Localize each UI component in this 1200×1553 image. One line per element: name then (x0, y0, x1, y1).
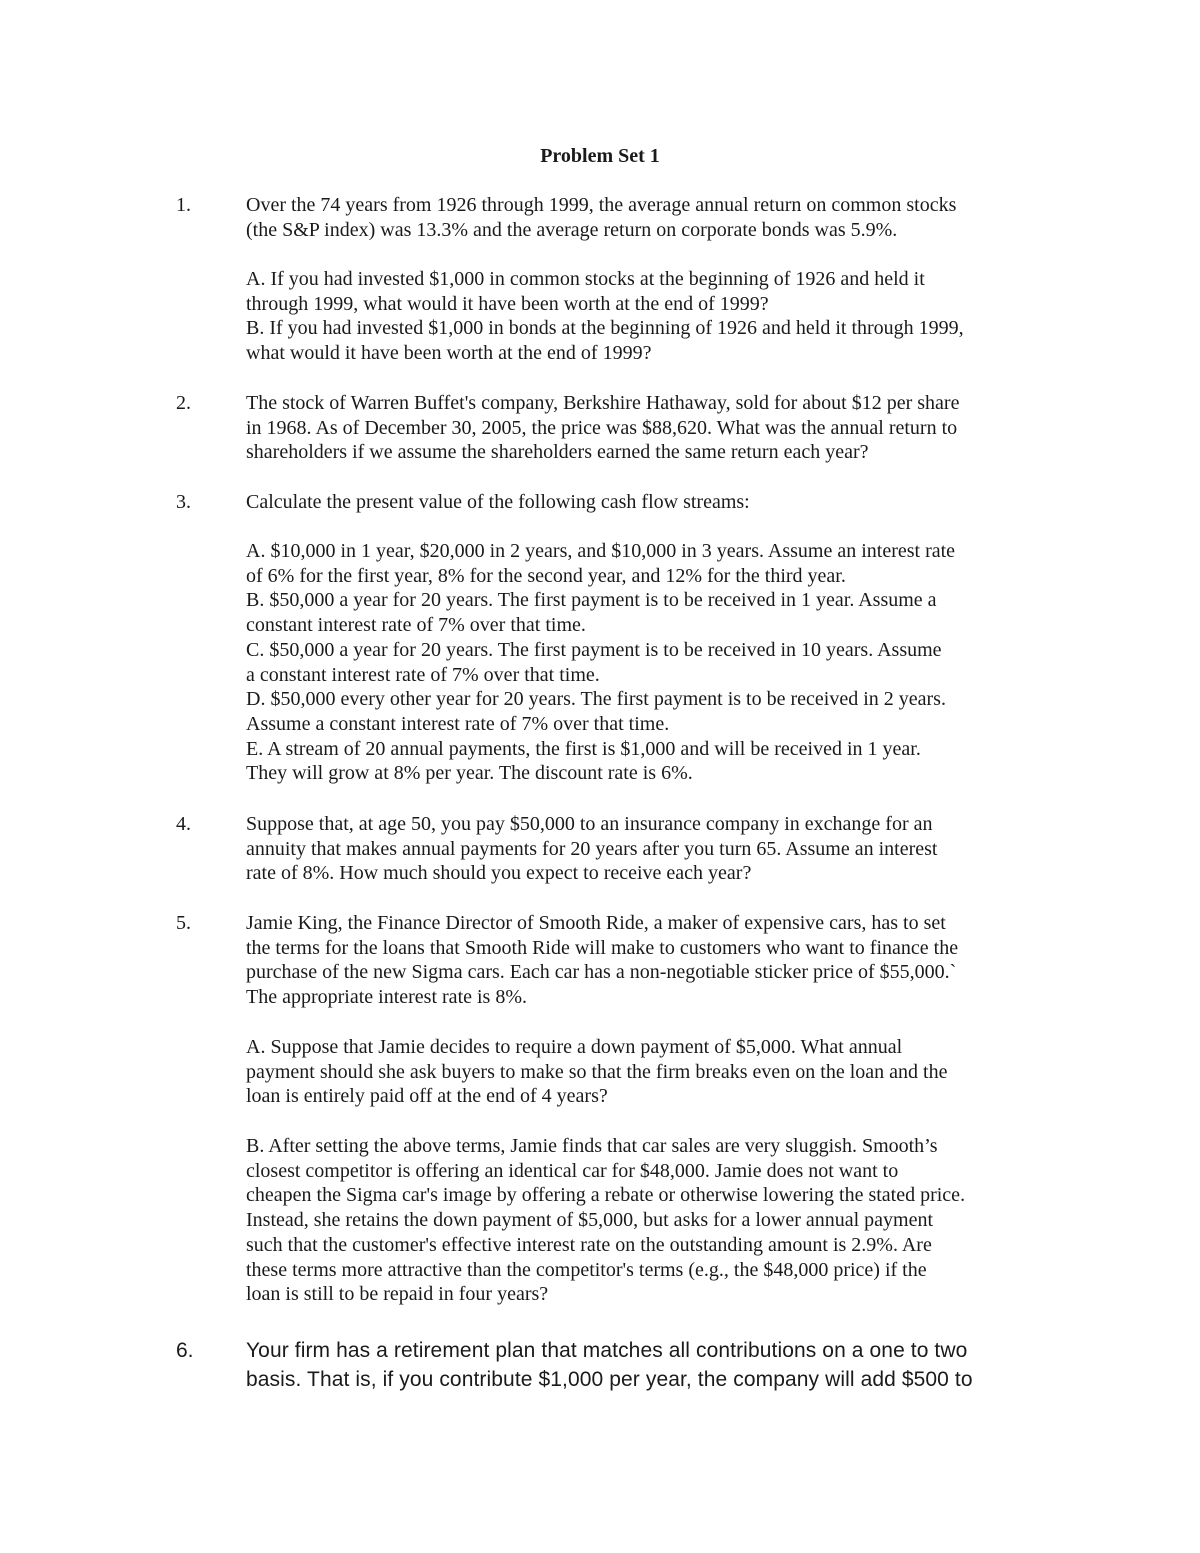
text-line: the terms for the loans that Smooth Ride will make to customers who want to finance the (246, 936, 959, 959)
text-line: A. $10,000 in 1 year, $20,000 in 2 years, and $10,000 in 3 years. Assume an interest rate (246, 540, 956, 562)
problem-number-4: 4. (176, 813, 191, 835)
text-line: a constant interest rate of 7% over that time. (246, 663, 600, 686)
problem-number-1: 1. (176, 194, 191, 216)
problem-6-text (246, 1336, 1046, 1394)
text-line: B. $50,000 a year for 20 years. The first payment is to be received in 1 year. Assume a (246, 589, 937, 612)
problem-4-text (246, 812, 1046, 886)
problem-3-text (246, 490, 1046, 515)
text-line: Over the 74 years from 1926 through 1999, the average annual return on common stocks (246, 194, 957, 216)
text-line: The appropriate interest rate is 8%. (246, 986, 527, 1009)
text-line: Jamie King, the Finance Director of Smooth Ride, a maker of expensive cars, has to set (246, 912, 946, 934)
text-line: loan is still to be repaid in four years? (246, 1283, 549, 1306)
problem-5-text (246, 911, 1046, 1010)
text-line: A. If you had invested $1,000 in common stocks at the beginning of 1926 and held it (246, 268, 925, 290)
text-line: B. If you had invested $1,000 in bonds at the beginning of 1926 and held it through 1999, (246, 317, 964, 340)
text-line: rate of 8%. How much should you expect to receive each year? (246, 862, 752, 885)
text-line: of 6% for the first year, 8% for the second year, and 12% for the third year. (246, 564, 846, 587)
problem-1-text (246, 193, 1046, 242)
problem-2-text (246, 391, 1046, 465)
text-line: They will grow at 8% per year. The discount rate is 6%. (246, 762, 693, 785)
text-line: loan is entirely paid off at the end of 4 years? (246, 1085, 608, 1108)
problem-number-6: 6. (176, 1339, 194, 1362)
problem-3-parts (246, 539, 1046, 786)
text-line: what would it have been worth at the end of 1999? (246, 342, 652, 365)
text-line: cheapen the Sigma car's image by offering a rebate or otherwise lowering the stated price. (246, 1184, 966, 1207)
text-line: payment should she ask buyers to make so that the firm breaks even on the loan and the (246, 1060, 948, 1083)
text-line: Assume a constant interest rate of 7% over that time. (246, 712, 670, 735)
text-line: purchase of the new Sigma cars. Each car has a non-negotiable sticker price of $55,000.` (246, 961, 957, 984)
text-line: D. $50,000 every other year for 20 years. The first payment is to be received in 2 years. (246, 688, 946, 711)
text-line: C. $50,000 a year for 20 years. The first payment is to be received in 10 years. Assume (246, 638, 942, 661)
text-line: basis. That is, if you contribute $1,000 per year, the company will add $500 to (246, 1368, 973, 1391)
text-line: E. A stream of 20 annual payments, the first is $1,000 and will be received in 1 year. (246, 737, 921, 760)
problem-1-parts (246, 267, 1046, 366)
text-line: The stock of Warren Buffet's company, Berkshire Hathaway, sold for about $12 per share (246, 392, 960, 414)
problem-number-2: 2. (176, 392, 191, 414)
text-line: Your firm has a retirement plan that matches all contributions on a one to two (246, 1339, 968, 1362)
text-line: annuity that makes annual payments for 20 years after you turn 65. Assume an interest (246, 837, 938, 860)
text-line: constant interest rate of 7% over that time. (246, 614, 586, 637)
text-line: these terms more attractive than the competitor's terms (e.g., the $48,000 price) if the (246, 1258, 927, 1281)
problem-number-3: 3. (176, 491, 191, 513)
text-line: Calculate the present value of the following cash flow streams: (246, 491, 750, 513)
text-line: through 1999, what would it have been worth at the end of 1999? (246, 292, 769, 315)
text-line: such that the customer's effective interest rate on the outstanding amount is 2.9%. Are (246, 1233, 932, 1256)
problem-5-part-b (246, 1134, 1046, 1307)
text-line: in 1968. As of December 30, 2005, the price was $88,620. What was the annual return to (246, 416, 958, 439)
text-line: A. Suppose that Jamie decides to require a down payment of $5,000. What annual (246, 1036, 903, 1058)
text-line: (the S&P index) was 13.3% and the average return on corporate bonds was 5.9%. (246, 218, 898, 241)
text-line: Instead, she retains the down payment of $5,000, but asks for a lower annual payment (246, 1209, 934, 1232)
text-line: closest competitor is offering an identical car for $48,000. Jamie does not want to (246, 1159, 899, 1182)
text-line: B. After setting the above terms, Jamie finds that car sales are very sluggish. Smooth’s (246, 1135, 938, 1157)
text-line: Suppose that, at age 50, you pay $50,000 to an insurance company in exchange for an (246, 813, 933, 835)
problem-5-part-a (246, 1035, 1046, 1109)
page-title: Problem Set 1 (540, 145, 660, 167)
text-line: shareholders if we assume the shareholders earned the same return each year? (246, 441, 869, 464)
problem-number-5: 5. (176, 912, 191, 934)
